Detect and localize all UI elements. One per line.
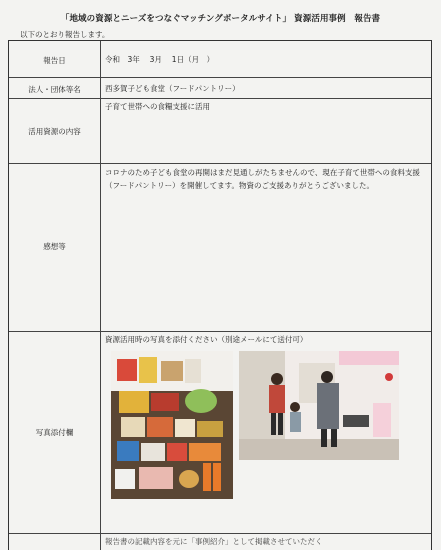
row-divider: [9, 533, 431, 534]
impressions-label: 感想等: [43, 242, 66, 251]
intro-text: 以下のとおり報告します。: [20, 30, 110, 39]
row-divider: [9, 331, 431, 332]
organization-value: 西多賀子ども食堂（フードパントリー）: [105, 84, 240, 93]
resource-use-label: 活用資源の内容: [28, 127, 81, 136]
report-date-label: 報告日: [43, 56, 66, 65]
impressions-value: コロナのため子ども食堂の再開はまだ見通しがたちませんので、現在子育て世帯への食料支援（フードパントリー）を開催してます。物資のご支援ありがとうございました。: [105, 168, 420, 190]
photos-instruction: 資源活用時の写真を添付ください（別途メールにて送付可）: [105, 335, 308, 344]
row-divider: [9, 77, 431, 78]
organization-label: 法人・団体等名: [28, 85, 81, 94]
photos-label: 写真添付欄: [35, 428, 74, 437]
footer-partial-text: 報告書の記載内容を元に「事例紹介」として掲載させていただく: [105, 537, 323, 546]
report-table: [8, 40, 432, 550]
row-divider: [9, 98, 431, 99]
food-photo: [111, 351, 233, 499]
column-divider: [100, 41, 101, 550]
resource-use-value: 子育て世帯への食糧支援に活用: [105, 102, 210, 111]
report-date-value: 令和 3年 3月 1日（月 ）: [105, 55, 215, 64]
row-divider: [9, 163, 431, 164]
document-title: 「地域の資源とニーズをつなぐマッチングポータルサイト」 資源活用事例 報告書: [60, 14, 381, 24]
pantry-photo: [239, 351, 399, 460]
